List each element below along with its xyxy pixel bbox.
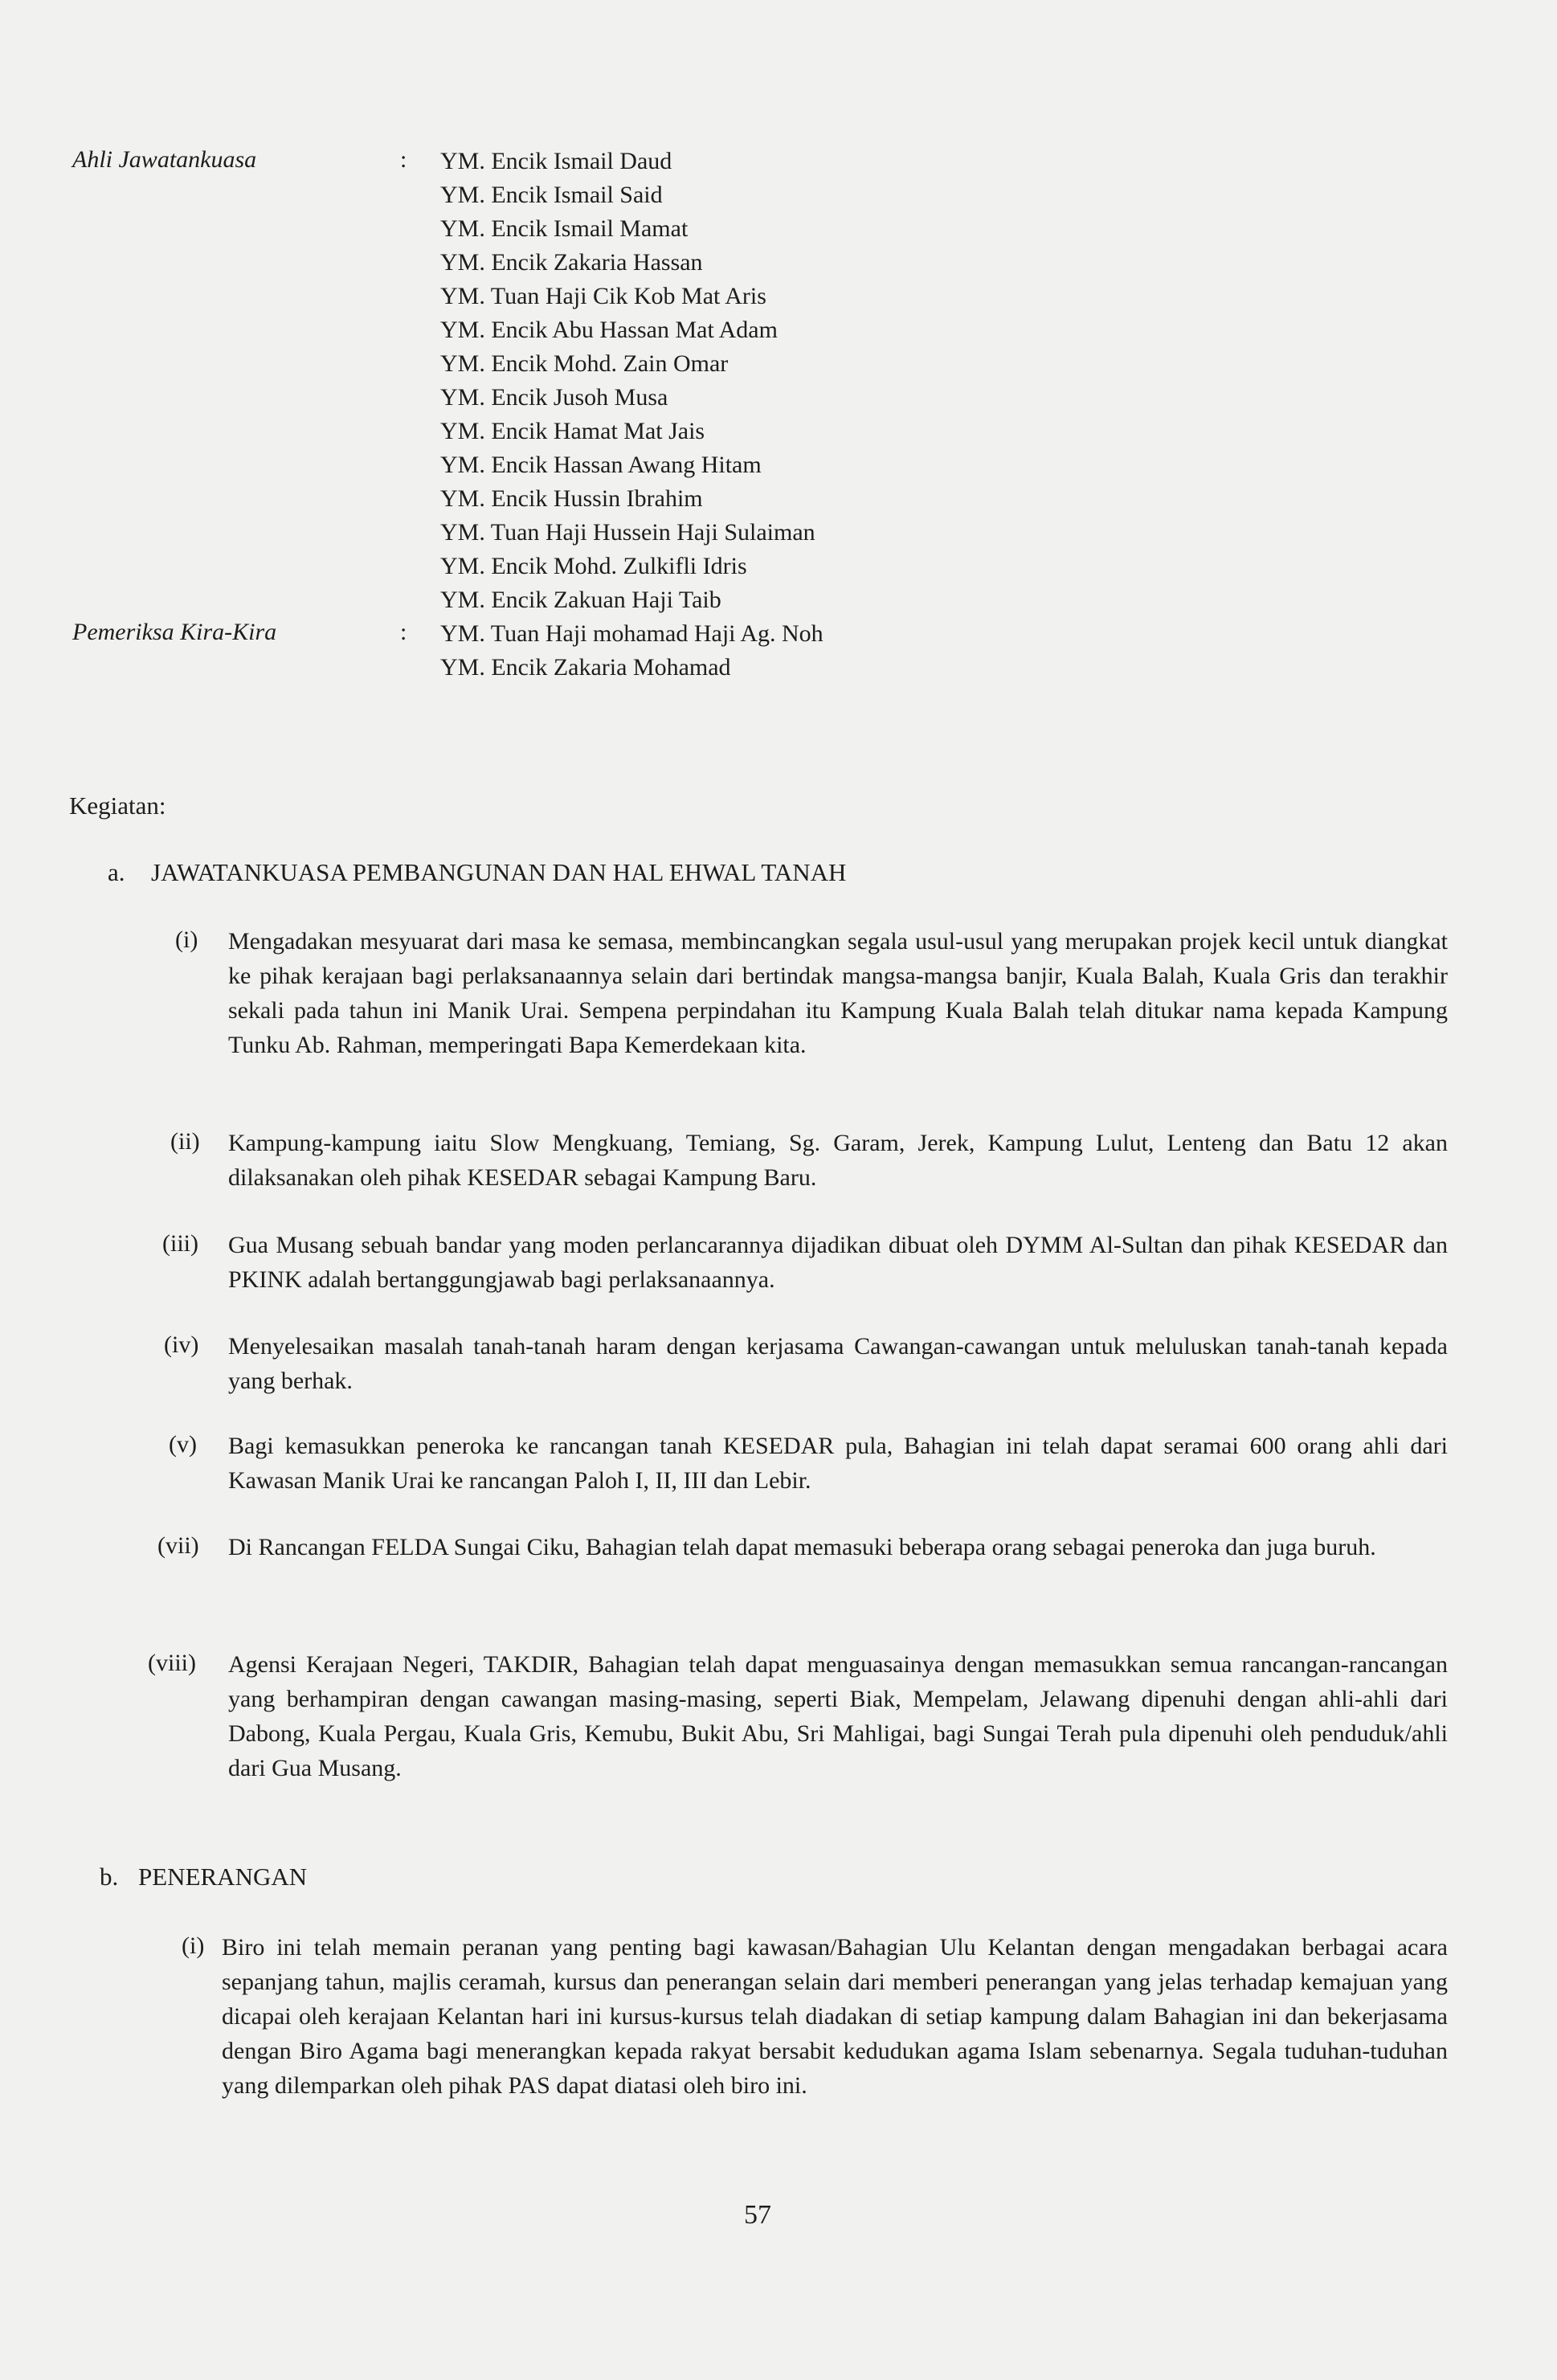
item-a-i-marker: (i) [175,926,198,953]
committee-name-line: YM. Tuan Haji Cik Kob Mat Aris [440,283,766,309]
page-number: 57 [744,2200,771,2230]
auditor-colon: : [400,619,407,645]
item-a-i-text: Mengadakan mesyuarat dari masa ke semasa, membincangkan segala usul-usul yang merupakan projek kecil untuk diangkat ke pihak kerajaan bagi perlaksanaannya selain dari bertindak mangsa-mangsa banjir, Kuala Balah, Kuala Gris dan terakhir sekali pada tahun ini Manik Urai. Sempena perpindahan itu Kampung Kuala Balah telah ditukar nama kepada Kampung Tunku Ab. Rahman, memperingati Bapa Kemerdekaan kita. [228,928,1448,1058]
committee-name-line: YM. Encik Mohd. Zulkifli Idris [440,553,747,579]
committee-name-line: YM. Tuan Haji mohamad Haji Ag. Noh [440,620,823,647]
committee-name-line: YM. Encik Mohd. Zain Omar [440,350,729,377]
item-a-ii-text: Kampung-kampung iaitu Slow Mengkuang, Temiang, Sg. Garam, Jerek, Kampung Lulut, Lenteng dan Batu 12 akan dilaksanakan oleh pihak KESEDAR sebagai Kampung Baru. [228,1130,1448,1191]
item-a-iii-text: Gua Musang sebuah bandar yang moden perlancarannya dijadikan dibuat oleh DYMM Al-Sultan dan pihak KESEDAR dan PKINK adalah bertanggungjawab bagi perlaksanaannya. [228,1232,1448,1293]
activities-heading: Kegiatan: [69,791,166,820]
item-a-vii-text: Di Rancangan FELDA Sungai Ciku, Bahagian telah dapat memasuki beberapa orang sebagai peneroka dan juga buruh. [228,1534,1376,1560]
committee-name-line: YM. Tuan Haji Hussein Haji Sulaiman [440,519,815,546]
item-a-viii-text: Agensi Kerajaan Negeri, TAKDIR, Bahagian telah dapat menguasainya dengan memasukkan semua rancangan-rancangan yang berhampiran dengan cawangan masing-masing, seperti Biak, Mempelam, Jelawang dipenuhi dengan ahli-ahli dari Dabong, Kuala Pergau, Kuala Gris, Kemubu, Bukit Abu, Sri Mahligai, bagi Sungai Terah pula dipenuhi oleh penduduk/ahli dari Gua Musang. [228,1651,1448,1781]
committee-name-line: YM. Encik Zakaria Mohamad [440,654,731,681]
committee-members-label: Ahli Jawatankuasa [72,146,257,173]
item-a-viii-marker: (viii) [148,1650,196,1676]
item-a-iv-marker: (iv) [164,1331,199,1358]
committee-name-line: YM. Encik Abu Hassan Mat Adam [440,317,778,343]
members-colon: : [400,146,407,173]
item-a-vii-marker: (vii) [157,1532,199,1559]
committee-name-line: YM. Encik Hussin Ibrahim [440,485,703,512]
committee-name-line: YM. Encik Zakuan Haji Taib [440,587,721,613]
committee-name-line: YM. Encik Jusoh Musa [440,384,668,411]
item-a-v-marker: (v) [169,1431,197,1458]
item-a-ii-marker: (ii) [170,1128,200,1155]
auditor-label: Pemeriksa Kira-Kira [72,619,277,645]
committee-name-line: YM. Encik Hamat Mat Jais [440,418,705,444]
auditors-list [440,617,823,685]
item-a-iv-text: Menyelesaikan masalah tanah-tanah haram dengan kerjasama Cawangan-cawangan untuk meluluskan tanah-tanah kepada yang berhak. [228,1333,1448,1394]
committee-name-line: YM. Encik Ismail Said [440,182,663,208]
section-b-title: PENERANGAN [138,1863,308,1891]
section-a-title: JAWATANKUASA PEMBANGUNAN DAN HAL EHWAL TANAH [151,858,847,886]
item-b-i-marker: (i) [182,1932,205,1959]
section-a-marker: a. [108,858,125,886]
committee-members-list [440,145,815,617]
committee-name-line: YM. Encik Ismail Mamat [440,215,689,242]
committee-name-line: YM. Encik Hassan Awang Hitam [440,452,762,478]
committee-name-line: YM. Encik Zakaria Hassan [440,249,703,276]
item-a-v-text: Bagi kemasukkan peneroka ke rancangan tanah KESEDAR pula, Bahagian ini telah dapat seramai 600 orang ahli dari Kawasan Manik Urai ke rancangan Paloh I, II, III dan Lebir. [228,1433,1448,1494]
item-b-i-text: Biro ini telah memain peranan yang penting bagi kawasan/Bahagian Ulu Kelantan dengan mengadakan berbagai acara sepanjang tahun, majlis ceramah, kursus dan penerangan selain dari memberi penerangan yang jelas terhadap kemajuan yang dicapai oleh kerajaan Kelantan hari ini kursus-kursus telah diadakan di setiap kampung dalam Bahagian ini dan bekerjasama dengan Biro Agama bagi menerangkan kepada rakyat bersabit kedudukan agama Islam sebenarnya. Segala tuduhan-tuduhan yang dilemparkan oleh pihak PAS dapat diatasi oleh biro ini. [222,1934,1448,2099]
item-a-iii-marker: (iii) [162,1230,198,1257]
section-b-marker: b. [100,1863,119,1891]
committee-name-line: YM. Encik Ismail Daud [440,148,672,174]
